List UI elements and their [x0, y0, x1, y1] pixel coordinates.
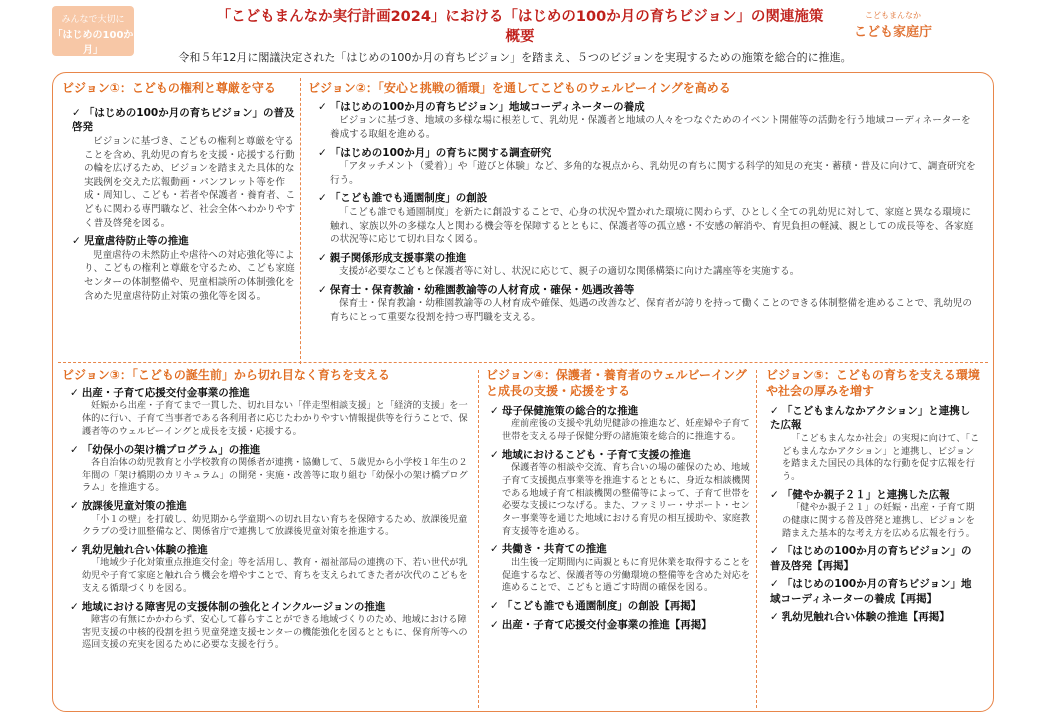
vision3-list: [70, 386, 474, 656]
item-heading: ✓ 乳幼児触れ合い体験の推進: [70, 543, 208, 556]
vision4-title: ビジョン④：保護者・養育者のウェルビーイングと成長の支援・応援をする: [486, 368, 747, 399]
vision2-list: [318, 100, 980, 329]
logo-small-text: こどもまんなか: [865, 11, 921, 20]
check-icon: ✓: [770, 578, 779, 591]
check-icon: ✓: [490, 405, 499, 417]
item-heading: ✓ 「幼保小の架け橋プログラム」の推進: [70, 443, 261, 456]
item-heading: ✓ 保育士・保育教諭・幼稚園教諭等の人材育成・確保・処遇改善等: [318, 283, 635, 296]
list-item: [70, 499, 474, 539]
item-body: 障害の有無にかかわらず、安心して暮らすことができる地域づくりのため、地域における障害児支援の中核的役割を担う児童発達支援センターの機能強化を図るとともに、保育所等への巡回支援の充実を図るために必要な支援を行う。: [82, 613, 468, 651]
check-icon: ✓: [70, 600, 79, 613]
item-body: 「健やか親子２１」の妊娠・出産・子育て期の健康に関する普及啓発と連携し、ビジョンを踏まえた基本的な考え方を広める広報を行う。: [782, 502, 975, 539]
vision5-title: ビジョン⑤：こどもの育ちを支える環境や社会の厚みを増す: [766, 368, 980, 399]
item-heading: ✓ 「はじめの100か月の育ちビジョン」の普及啓発: [72, 107, 295, 134]
item-heading: ✓ 「はじめの100か月の育ちビジョン」の普及啓発【再掲】: [770, 545, 972, 572]
divider: [756, 370, 757, 708]
check-icon: ✓: [318, 251, 327, 264]
header: [0, 0, 1040, 76]
item-body: 妊娠から出産・子育てまで一貫した、切れ目ない「伴走型相談支援」と「経済的支援」を一体的に行い、子育て当事者である各利用者に応じたわかりやすい情報提供等を行うことで、保護者等のウェルビーイングと成長を支援・応援する。: [82, 400, 468, 437]
title-line2: 概要: [505, 28, 535, 45]
list-item: [770, 404, 980, 484]
item-heading: ✓ 「こども誰でも通園制度」の創設: [318, 192, 488, 205]
vision-badge: [52, 6, 134, 56]
divider: [300, 78, 301, 364]
list-item: [490, 542, 752, 595]
item-body: 保護者等の相談や交流、育ち合いの場の確保のため、地域子育て支援拠点事業等を推進するとともに、身近な相談機関である地域子育て相談機関の整備等によって、子育て世帯を必要な支援につなげる。また、ファミリー・サポート・センター事業等を通じた地域における育児の相互援助や、家庭教育支援等を進める。: [502, 462, 751, 537]
check-icon: ✓: [70, 443, 79, 456]
list-item: [318, 191, 980, 246]
list-item: [318, 100, 980, 142]
item-heading: ✓ 「こどもまんなかアクション」と連携した広報: [770, 405, 971, 432]
page-subtitle: 令和５年12月に閣議決定された「はじめの100か月の育ちビジョン」を踏まえ、５つのビジョンを実現するための施策を総合的に推進。: [178, 51, 852, 64]
check-icon: ✓: [490, 618, 499, 631]
item-body: 支援が必要なこどもと保護者等に対し、状況に応じて、親子の適切な関係構築に向けた講座等を実施する。: [339, 266, 800, 278]
list-item: [770, 577, 980, 606]
check-icon: ✓: [770, 545, 779, 558]
check-icon: ✓: [70, 387, 79, 399]
vision1-list: [72, 106, 296, 307]
item-heading: ✓ 出産・子育て応援交付金事業の推進【再掲】: [490, 618, 712, 631]
item-body: 各自治体の幼児教育と小学校教育の関係者が連携・協働して、５歳児から小学校１年生の２年間の「架け橋期のカリキュラム」の開発・実施・改善等に取り組む「幼保小の架け橋プログラム」を推進する。: [82, 457, 468, 494]
item-heading: ✓ 母子保健施策の総合的な推進: [490, 405, 639, 417]
item-heading: ✓ 「こども誰でも通園制度」の創設【再掲】: [490, 600, 702, 613]
logo-main-text: こども家庭庁: [853, 25, 932, 40]
list-item: [490, 404, 752, 444]
check-icon: ✓: [318, 146, 327, 159]
badge-line2: 「はじめの100か月」: [52, 29, 134, 56]
title-line1: 「こどもまんなか実行計画2024」における「はじめの100か月の育ちビジョン」の関連施策: [216, 9, 824, 25]
list-item: [72, 106, 296, 230]
item-heading: ✓ 「はじめの100か月の育ちビジョン」地域コーディネーターの養成: [318, 101, 645, 113]
list-item: [318, 146, 980, 188]
item-heading: ✓ 親子関係形成支援事業の推進: [318, 251, 467, 264]
item-body: ビジョンに基づき、こどもの権利と尊厳を守ることを含め、乳幼児の育ちを支援・応援する行動の輪を広げるため、ビジョンを踏まえた具体的な実践例を交えた広報動画・パンフレット等を作成・周知し、こども・若者や保護者・養育者、こどもに関わる専門職など、社会全体へわかりやすく普及啓発を図る。: [84, 135, 296, 229]
item-heading: ✓ 「はじめの100か月の育ちビジョン」地域コーディネーターの養成【再掲】: [770, 578, 972, 605]
item-heading: ✓ 共働き・共育ての推進: [490, 543, 607, 556]
check-icon: ✓: [770, 611, 779, 624]
vision2-title: ビジョン②：「安心と挑戦の循環」を通してこどものウェルビーイングを高める: [308, 81, 731, 95]
badge-line1: みんなで大切に: [61, 15, 125, 25]
item-body: 保育士・保育教諭・幼稚園教諭等の人材育成や確保、処遇の改善など、保育者が誇りを持って働くことのできる体制整備を進めることで、乳幼児の育ちにとって重要な役割を持つ専門職を支える。: [330, 298, 972, 323]
divider: [58, 362, 988, 363]
check-icon: ✓: [318, 283, 327, 296]
list-item: [70, 600, 474, 653]
item-heading: ✓ 地域におけるこども・子育て支援の推進: [490, 448, 691, 461]
vision1-title: ビジョン①：こどもの権利と尊厳を守る: [62, 81, 276, 95]
divider: [478, 370, 479, 708]
vision3-title: ビジョン③：「こどもの誕生前」から切れ目なく育ちを支える: [62, 368, 390, 382]
item-heading: ✓ 放課後児童対策の推進: [70, 500, 187, 513]
item-body: 「アタッチメント（愛着）」や「遊びと体験」など、多角的な視点から、乳幼児の育ちに関する科学的知見の充実・蓄積・普及に向けて、調査研究を行う。: [330, 161, 976, 186]
check-icon: ✓: [72, 235, 81, 248]
list-item: [770, 610, 980, 624]
list-item: [72, 234, 296, 303]
check-icon: ✓: [318, 192, 327, 205]
page-title: [200, 8, 840, 47]
list-item: [70, 543, 474, 596]
check-icon: ✓: [490, 448, 499, 461]
list-item: [770, 544, 980, 573]
check-icon: ✓: [318, 101, 327, 113]
item-body: 「こども誰でも通園制度」を新たに創設することで、心身の状況や置かれた環境に関わらず、ひとしく全ての乳幼児に対して、家庭と異なる環境に触れ、家族以外の多様な人と関わる機会等を保障するとともに、保護者等の孤立感・不安感の解消や、育児負担の軽減、親としての成長等を、各家庭の状況等に応じて切れ目なく図る。: [330, 206, 974, 246]
list-item: [318, 283, 980, 325]
list-item: [318, 251, 980, 279]
check-icon: ✓: [770, 405, 779, 417]
item-body: 「こどもまんなか社会」の実現に向けて、「こどもまんなかアクション」と連携し、ビジョンを踏まえた国民の具体的な行動を促す広報を行う。: [782, 432, 980, 483]
agency-logo: [838, 10, 948, 40]
check-icon: ✓: [70, 543, 79, 556]
check-icon: ✓: [490, 543, 499, 556]
vision5-list: [770, 404, 980, 629]
check-icon: ✓: [72, 107, 81, 119]
check-icon: ✓: [70, 500, 79, 513]
item-body: 児童虐待の未然防止や虐待への対応強化等により、こどもの権利と尊厳を守るため、こども家庭センターの体制整備や、児童相談所の体制強化を含めた児童虐待防止対策の強化等を図る。: [84, 249, 295, 302]
check-icon: ✓: [490, 600, 499, 613]
list-item: [490, 448, 752, 539]
item-body: 「地域少子化対策重点推進交付金」等を活用し、教育・福祉部局の連携の下、若い世代が乳幼児や子育て家庭と触れ合う機会を増やすことで、育ちを支えられてきた者が次代のこどもを支える循環づくりを図る。: [82, 557, 468, 594]
item-heading: ✓ 地域における障害児の支援体制の強化とインクルージョンの推進: [70, 600, 386, 613]
item-heading: ✓ 出産・子育て応援交付金事業の推進: [70, 387, 250, 399]
check-icon: ✓: [770, 488, 779, 501]
list-item: [770, 488, 980, 541]
list-item: [490, 618, 752, 632]
item-heading: ✓ 「健やか親子２１」と連携した広報: [770, 488, 950, 501]
item-heading: ✓ 乳幼児触れ合い体験の推進【再掲】: [770, 611, 950, 624]
list-item: [490, 599, 752, 613]
item-body: 出生後一定期間内に両親ともに育児休業を取得することを促進するなど、保護者等の労働環境の整備等を含めた対応を進めることで、こどもと過ごす時間の確保を図る。: [502, 556, 751, 594]
item-body: 産前産後の支援や乳幼児健診の推進など、妊産婦や子育て世帯を支える母子保健分野の諸施策を総合的に推進する。: [502, 418, 750, 443]
item-heading: ✓ 児童虐待防止等の推進: [72, 235, 189, 248]
item-heading: ✓ 「はじめの100か月」の育ちに関する調査研究: [318, 146, 552, 159]
item-body: ビジョンに基づき、地域の多様な場に根差して、乳幼児・保護者と地域の人々をつなぐためのイベント開催等の活動を行う地域コーディネーターを養成する取組を進める。: [330, 115, 971, 141]
item-body: 「小１の壁」を打破し、幼児期から学童期への切れ目ない育ちを保障するため、放課後児童クラブの受け皿整備など、関係省庁で連携して放課後児童対策を推進する。: [82, 513, 468, 538]
vision4-list: [490, 404, 752, 636]
list-item: [70, 386, 474, 439]
list-item: [70, 443, 474, 496]
